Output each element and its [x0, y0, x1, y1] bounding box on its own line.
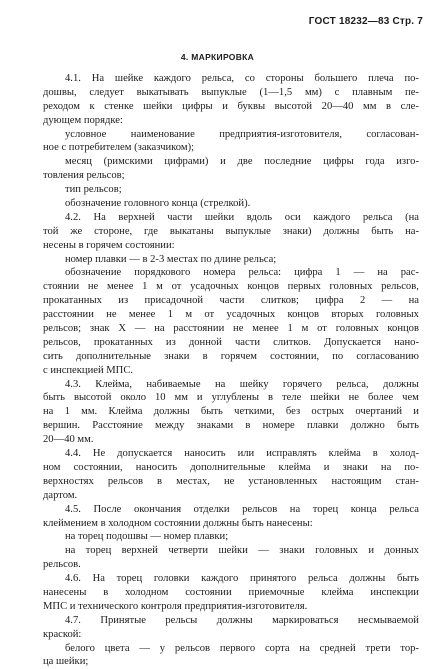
text-line: вершин. Расстояние между знаками в номере плавки должно быть: [43, 420, 419, 432]
section-title: 4. МАРКИРОВКА: [180, 52, 255, 62]
text-line: 4.1. На шейке каждого рельса, со стороны большего плеча по-: [65, 73, 419, 84]
text-line: быть высотой около 10 мм и углублены в теле шейки не более чем: [43, 392, 419, 404]
text-line: обозначение порядкового номера рельса: цифра 1 — на рас-: [65, 267, 419, 279]
text-line: той же стороне, где выкатаны выпуклые знаки) должны быть на-: [43, 225, 419, 237]
text-line: номер плавки — в 2-3 местах по длине рельса;: [65, 253, 277, 265]
text-line: 4.6. На торец головки каждого принятого рельса должны быть: [65, 573, 419, 585]
text-line: месяц (римскими цифрами) и две последние цифры года изго-: [65, 156, 419, 168]
text-line: стоянии не менее 1 м от усадочных концов первых головных рельсов,: [43, 281, 419, 293]
text-line: тип рельсов;: [65, 184, 122, 196]
text-line: реходом к стенке шейки цифры и буквы высотой 20—40 мм в сле-: [43, 100, 419, 112]
text-line: нанесены в холодном состоянии приемочные клейма инспекции: [43, 586, 419, 598]
text-line: расстоянии не менее 1 м от усадочных концов вторых головных: [43, 309, 419, 321]
text-line: МПС и технического контроля предприятия-изготовителя.: [43, 600, 308, 612]
text-line: 4.2. На верхней части шейки вдоль оси каждого рельса (на: [65, 211, 419, 223]
text-line: прокатанных из присадочной части слитков; цифра 2 — на: [43, 295, 419, 307]
text-line: рельсов, прокатанных из донной части слитков. Допускается нано-: [43, 336, 419, 348]
text-line: ном состоянии, наносить дополнительные клейма и знаки на по-: [43, 461, 419, 473]
text-line: на торец верхней четверти шейки — знаки головных и донных: [65, 545, 419, 557]
text-line: рельсов; знак Х — на расстоянии не менее 1 м от головных концов: [43, 323, 419, 335]
text-line: на 1 мм. Клейма должны быть четкими, без острых очертаний и: [43, 406, 419, 418]
text-line: клеймением в холодном состоянии должны быть нанесены:: [43, 517, 313, 529]
text-line: на торец подошвы — номер плавки;: [65, 531, 229, 543]
text-line: 20—40 мм.: [43, 434, 94, 446]
text-line: дошвы, следует выкатывать выпуклые (1—1,5 мм) с плавным пе-: [43, 86, 419, 98]
text-line: 4.5. После окончания отделки рельсов на торец конца рельса: [65, 503, 419, 515]
text-line: 4.3. Клейма, набиваемые на шейку горячего рельса, должны: [65, 378, 419, 390]
text-line: дартом.: [43, 489, 78, 501]
text-line: ное с потребителем (заказчиком);: [43, 142, 195, 154]
text-line: сить дополнительные знаки в горячем состоянии, по согласованию: [43, 350, 419, 362]
text-line: 4.7. Принятые рельсы должны маркироваться несмываемой: [65, 614, 419, 626]
text-line: товления рельсов;: [43, 170, 125, 182]
text-line: 4.4. Не допускается наносить или исправлять клейма в холод-: [65, 448, 419, 460]
text-line: условное наименование предприятия-изготовителя, согласован-: [65, 128, 419, 140]
text-line: краской:: [43, 628, 82, 640]
page-header: ГОСТ 18232—83 Стр. 7: [308, 16, 423, 27]
text-line: с инспекцией МПС.: [43, 364, 134, 376]
text-line: обозначение головного конца (стрелкой).: [65, 198, 251, 210]
text-line: верхностях рельсов в местах, не установленных настоящим стан-: [43, 475, 419, 487]
text-line: ца шейки;: [43, 656, 89, 668]
body-text: [43, 72, 419, 669]
text-line: дующем порядке:: [43, 114, 123, 126]
text-line: несены в горячем состоянии:: [43, 239, 175, 251]
text-line: рельсов.: [43, 559, 81, 571]
text-line: белого цвета — у рельсов первого сорта на средней трети тор-: [65, 642, 419, 654]
